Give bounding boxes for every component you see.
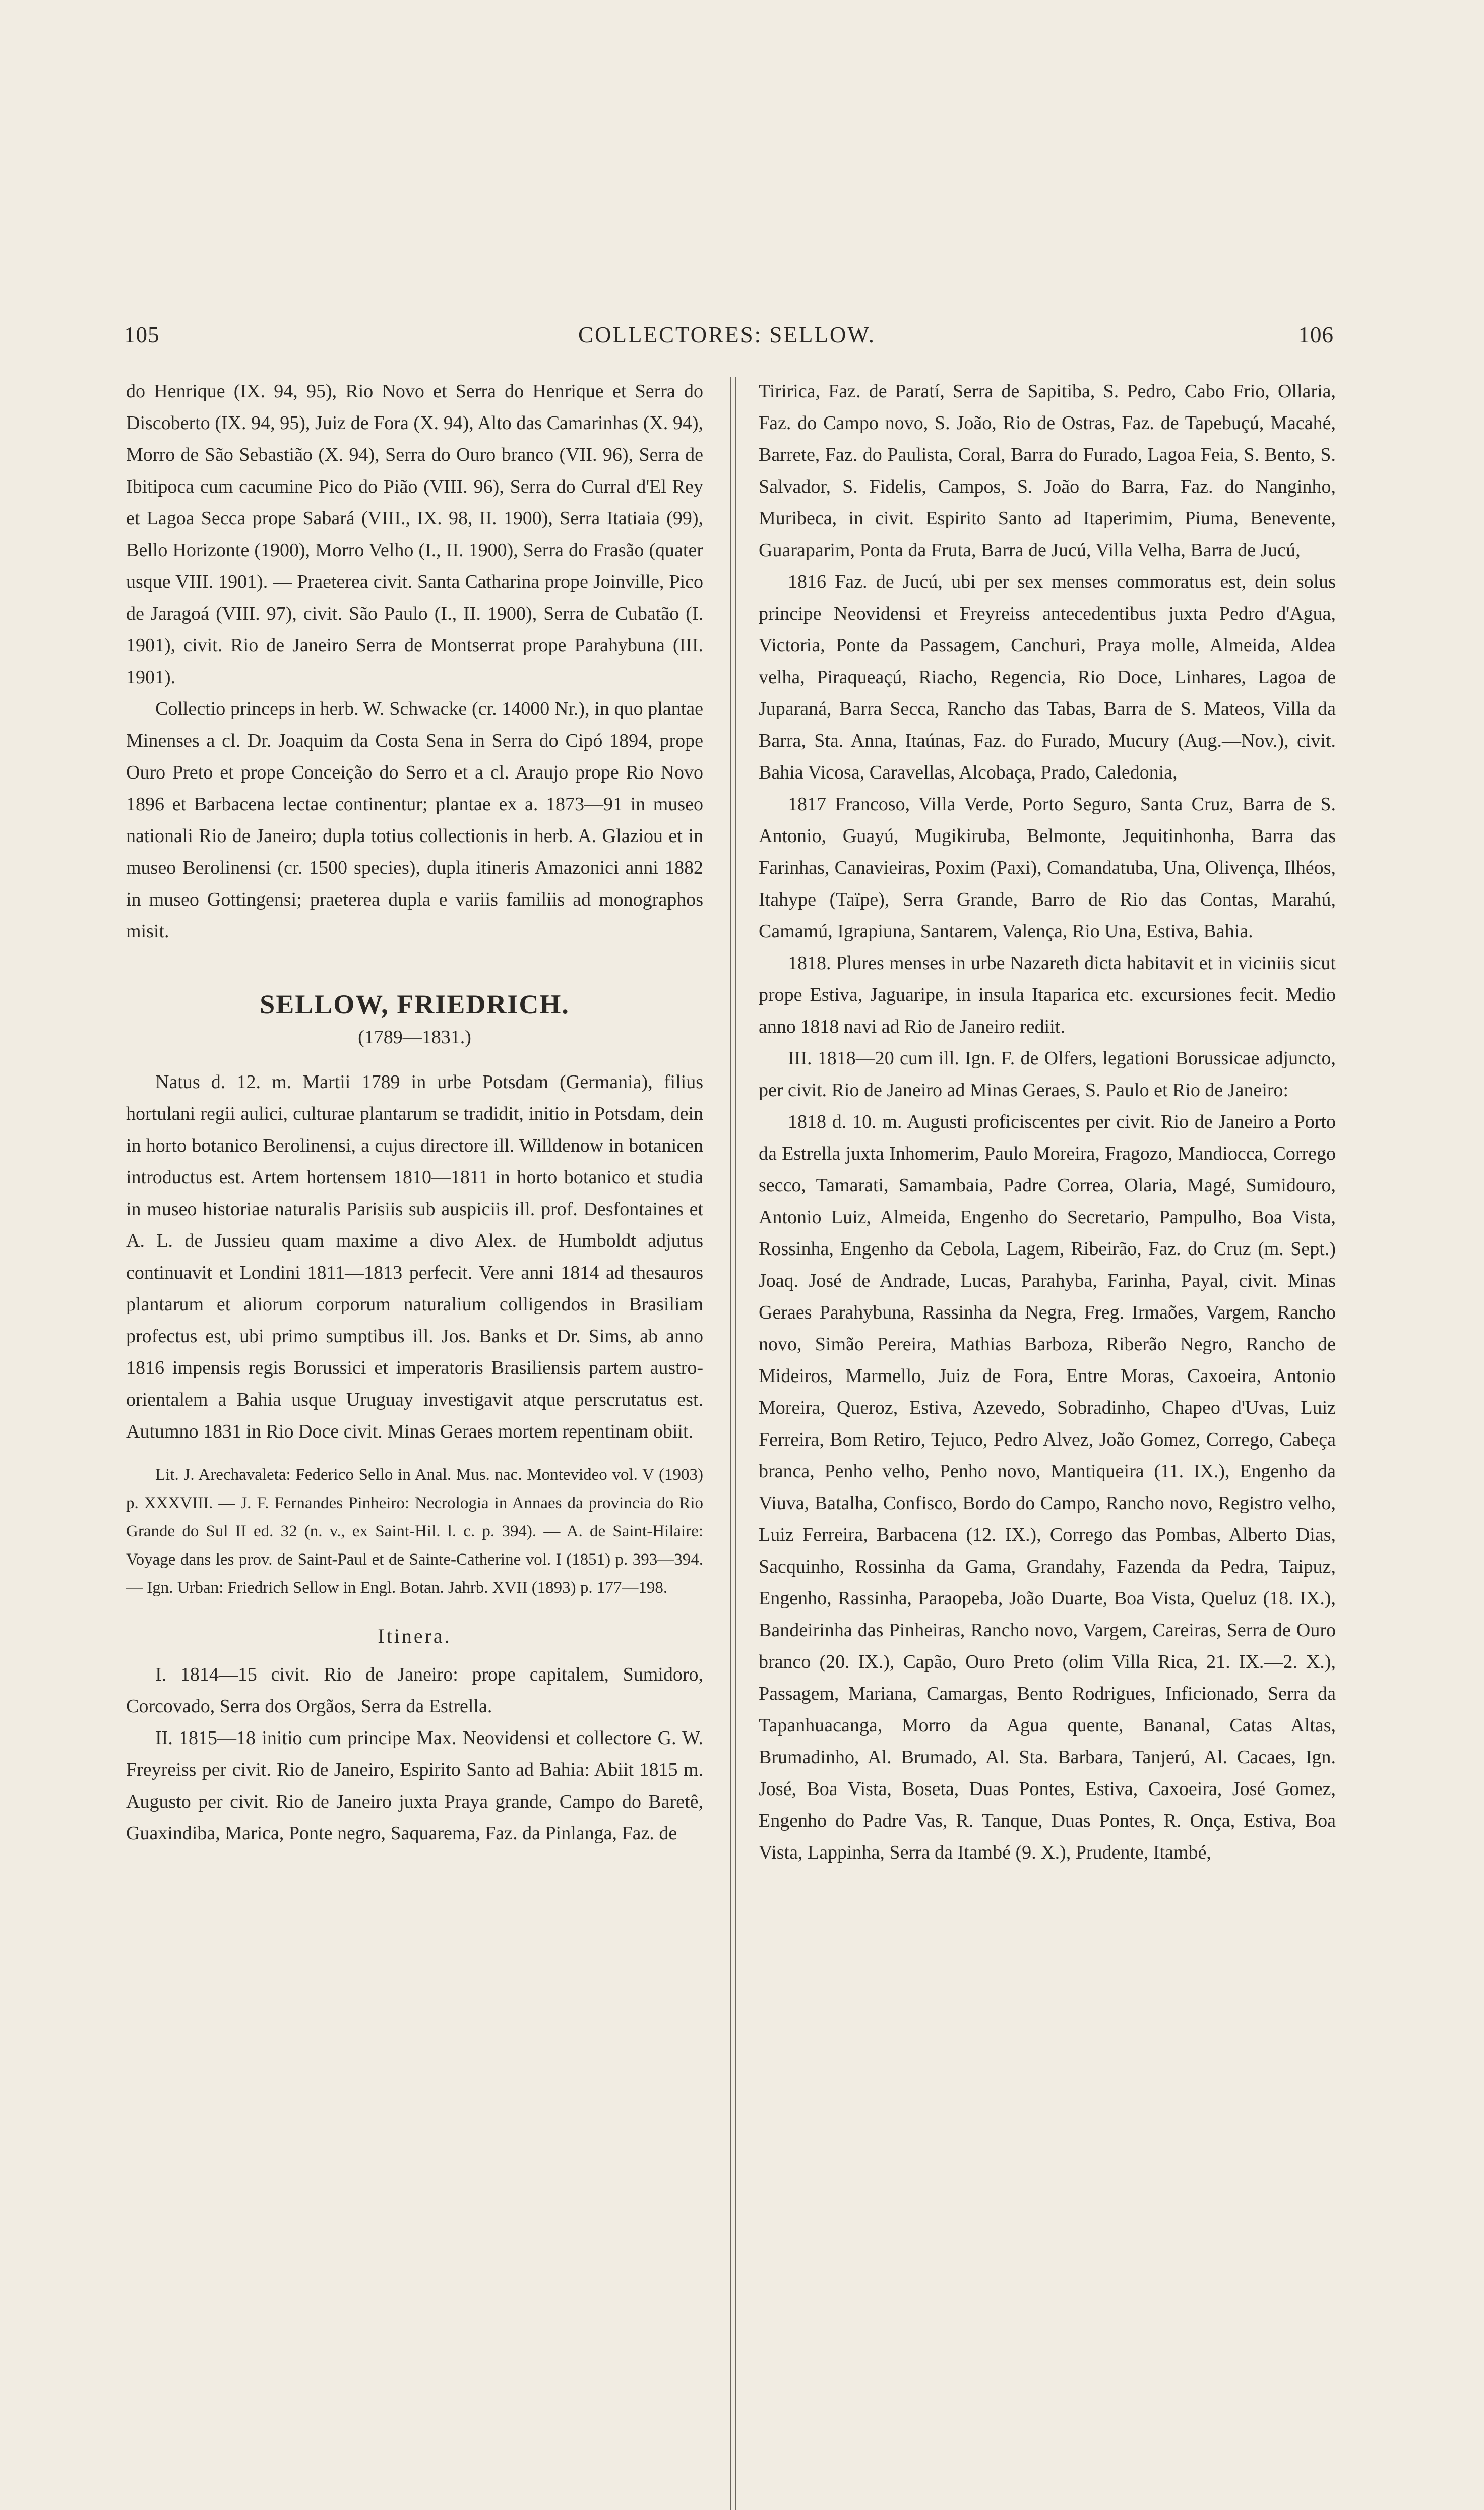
section-title: SELLOW, FRIEDRICH. bbox=[260, 989, 570, 1020]
paragraph-itinerary-2: II. 1815—18 initio cum principe Max. Neovidensi et collectore G. W. Freyreiss per civit. Rio de Janeiro, Espirito Santo ad Bahia: Abiit 1815 m. Augusto per civit. Rio de Janeiro juxta Praya grande, Campo do Baretê, Guaxindiba, Marica, Ponte negro, Saquarema, Faz. da Pinlanga, Faz. de bbox=[126, 1727, 703, 1844]
page-number-left: 105 bbox=[124, 322, 160, 347]
paragraph-route-1818-minas: 1818 d. 10. m. Augusti proficiscentes per civit. Rio de Janeiro a Porto da Estrella juxta Inhomerim, Paulo Moreira, Fragozo, Mandiocca, Corrego secco, Tamarati, Samambaia, Padre Correa, Olaria, Magé, Sumidouro, Antonio Luiz, Almeida, Engenho do Secretario, Pampulho, Boa Vista, Rossinha, Engenho da Cebola, Lagem, Ribeirão, Faz. do Cruz (m. Sept.) Joaq. José de Andrade, Lucas, Parahyba, Farinha, Payal, civit. Minas Geraes Parahybuna, Rassinha da Negra, Freg. Irmaões, Vargem, Rancho novo, Simão Pereira, Mathias Barboza, Riberão Negro, Rancho de Mideiros, Marmello, Juiz de Fora, Entre Moras, Caxoeira, Antonio Moreira, Queroz, Estiva, Azevedo, Sobradinho, Chapeo d'Uvas, Luiz Ferreira, Bom Retiro, Tejuco, Pedro Alvez, João Gomez, Corrego, Cabeça branca, Penho velho, Penho novo, Mantiqueira (11. IX.), Engenho da Viuva, Batalha, Confisco, Bordo do Campo, Rancho novo, Registro velho, Luiz Ferreira, Barbacena (12. IX.), Corrego das Pombas, Alberto Dias, Sacquinho, Rossinha da Gama, Grandahy, Fazenda da Pedra, Taipuz, Engenho, Rassinha, Paraopeba, João Duarte, Boa Vista, Queluz (18. IX.), Bandeirinha das Pinheiras, Rancho novo, Vargem, Careiras, Serra de Ouro branco (20. IX.), Capão, Ouro Preto (olim Villa Rica, 21. IX.—2. X.), Passagem, Mariana, Camargas, Bento Rodrigues, Inficionado, Serra da Tapanhuacanga, Morro da Agua quente, Bananal, Catas Altas, Brumadinho, Al. Brumado, Al. Sta. Barbara, Tanjerú, Al. Cacaes, Ign. José, Boa Vista, Boseta, Duas Pontes, Estiva, Caxoeira, José Gomez, Engenho do Padre Vas, R. Tanque, Duas Pontes, R. Onça, Estiva, Boa Vista, Lappinha, Serra da Itambé (9. X.), Prudente, Itambé, bbox=[759, 1111, 1336, 1863]
itinera-heading: Itinera. bbox=[378, 1625, 452, 1647]
column-divider bbox=[730, 377, 736, 2510]
paragraph-route-1815: Tiririca, Faz. de Paratí, Serra de Sapitiba, S. Pedro, Cabo Frio, Ollaria, Faz. do Campo novo, S. João, Rio de Ostras, Faz. de Tapebuçú, Macahé, Barrete, Faz. do Paulista, Coral, Barra do Furado, Lagoa Feia, S. Bento, S. Salvador, S. Fidelis, Campos, S. João do Barra, Faz. do Nanginho, Muribeca, in civit. Espirito Santo ad Itaperimim, Piuma, Benevente, Guaraparim, Ponta da Fruta, Barra de Jucú, Villa Velha, Barra de Jucú, bbox=[759, 381, 1336, 561]
paragraph-itinerary-1: I. 1814—15 civit. Rio de Janeiro: prope capitalem, Sumidoro, Corcovado, Serra dos Orgãos, Serra da Estrella. bbox=[126, 1664, 703, 1717]
paragraph-itinerary-3: III. 1818—20 cum ill. Ign. F. de Olfers, legationi Borussicae adjuncto, per civit. Rio de Janeiro ad Minas Geraes, S. Paulo et Rio de Janeiro: bbox=[759, 1048, 1336, 1101]
right-column bbox=[759, 376, 1336, 1869]
paragraph-route-1818: 1818. Plures menses in urbe Nazareth dicta habitavit et in viciniis sicut prope Estiva, Jaguaripe, in insula Itaparica etc. excursiones fecit. Medio anno 1818 navi ad Rio de Janeiro rediit. bbox=[759, 952, 1336, 1037]
running-title: COLLECTORES: SELLOW. bbox=[578, 322, 876, 347]
paragraph-biography: Natus d. 12. m. Martii 1789 in urbe Potsdam (Germania), filius hortulani regii aulici, culturae plantarum se tradidit, initio in Potsdam, dein in horto botanico Berolinensi, a cujus directore ill. Willdenow in botanicen introductus est. Artem hortensem 1810—1811 in horto botanico et studia in museo historiae naturalis Parisiis sub auspiciis ill. prof. Desfontaines et A. L. de Jussieu quam maxime a divo Alex. de Humboldt adjutus continuavit et Londini 1811—1813 perfecit. Vere anni 1814 ad thesauros plantarum et aliorum corporum naturalium colligendos in Brasiliam profectus est, ubi primo sumptibus ill. Jos. Banks et Dr. Sims, ab anno 1816 impensis regis Borussici et imperatoris Brasiliensis partem austro-orientalem a Bahia usque Uruguay investigavit atque perscrutatus est. Autumno 1831 in Rio Doce civit. Minas Geraes mortem repentinam obiit. bbox=[126, 1071, 703, 1442]
paragraph-route-1817: 1817 Francoso, Villa Verde, Porto Seguro, Santa Cruz, Barra de S. Antonio, Guayú, Mugikiruba, Belmonte, Jequitinhonha, Barra das Farinhas, Canavieiras, Poxim (Paxi), Comandatuba, Una, Olivença, Ilhéos, Itahype (Taïpe), Serra Grande, Barro de Rio das Contas, Marahú, Camamú, Igrapiuna, Santarem, Valença, Rio Una, Estiva, Bahia. bbox=[759, 794, 1336, 942]
left-column bbox=[126, 376, 703, 1849]
page-number-right: 106 bbox=[1298, 322, 1334, 347]
paragraph-continuation: do Henrique (IX. 94, 95), Rio Novo et Serra do Henrique et Serra do Discoberto (IX. 94, 95), Juiz de Fora (X. 94), Alto das Camarinhas (X. 94), Morro de São Sebastião (X. 94), Serra do Ouro branco (VII. 96), Serra de Ibitipoca cum cacumine Pico do Pião (VIII. 96), Serra do Curral d'El Rey et Lagoa Secca prope Sabará (VIII., IX. 98, II. 1900), Serra Itatiaia (99), Bello Horizonte (1900), Morro Velho (I., II. 1900), Serra do Frasão (quater usque VIII. 1901). — Praeterea civit. Santa Catharina prope Joinville, Pico de Jaragoá (VIII. 97), civit. São Paulo (I., II. 1900), Serra de Cubatão (I. 1901), civit. Rio de Janeiro Serra de Montserrat prope Parahybuna (III. 1901). bbox=[126, 381, 703, 688]
paragraph-collectio: Collectio princeps in herb. W. Schwacke (cr. 14000 Nr.), in quo plantae Minenses a cl. Dr. Joaquim da Costa Sena in Serra do Cipó 1894, prope Ouro Preto et prope Conceição do Serro et a cl. Araujo prope Rio Novo 1896 et Barbacena lectae continentur; plantae ex a. 1873—91 in museo nationali Rio de Janeiro; dupla totius collectionis in herb. A. Glaziou et in museo Berolinensi (cr. 1500 species), dupla itineris Amazonici anni 1882 in museo Gottingensi; praeterea dupla e variis familiis ad monographos misit. bbox=[126, 698, 703, 942]
paragraph-route-1816: 1816 Faz. de Jucú, ubi per sex menses commoratus est, dein solus principe Neovidensi et Freyreiss antecedentibus juxta Pedro d'Agua, Victoria, Ponte da Passagem, Canchuri, Praya molle, Almeida, Aldea velha, Piraqueaçú, Riacho, Regencia, Rio Doce, Linhares, Lagoa de Juparaná, Barra Secca, Rancho das Tabas, Barra de S. Mateos, Villa da Barra, Sta. Anna, Itaúnas, Faz. do Furado, Mucury (Aug.—Nov.), civit. Bahia Vicosa, Caravellas, Alcobaça, Prado, Caledonia, bbox=[759, 571, 1336, 783]
page-header bbox=[115, 322, 1339, 357]
section-dates: (1789—1831.) bbox=[358, 1027, 471, 1048]
literature-note: Lit. J. Arechavaleta: Federico Sello in Anal. Mus. nac. Montevideo vol. V (1903) p. XXXVIII. — J. F. Fernandes Pinheiro: Necrologia in Annaes da provincia do Rio Grande do Sul II ed. 32 (n. v., ex Saint-Hil. l. c. p. 394). — A. de Saint-Hilaire: Voyage dans les prov. de Saint-Paul et de Sainte-Catherine vol. I (1851) p. 393—394. — Ign. Urban: Friedrich Sellow in Engl. Botan. Jahrb. XVII (1893) p. 177—198. bbox=[126, 1466, 703, 1597]
